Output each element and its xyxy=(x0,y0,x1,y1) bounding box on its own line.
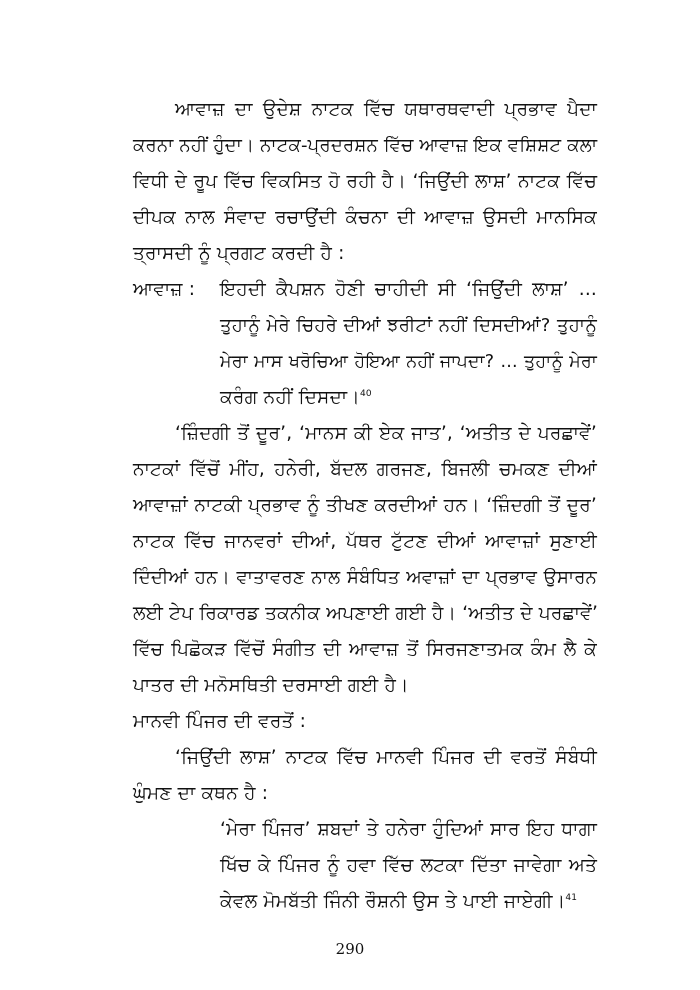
para1-line-2: ਕਰਨਾ ਨਹੀਂ ਹੁੰਦਾ। ਨਾਟਕ-ਪ੍ਰਦਰਸ਼ਨ ਵਿੱਚ ਆਵਾਜ਼ ਇਕ ਵਸ਼ਿਸ਼ਟ ਕਲਾ xyxy=(133,135,598,156)
para2-line-6: ਲਈ ਟੇਪ ਰਿਕਾਰਡ ਤਕਨੀਕ ਅਪਣਾਈ ਗਈ ਹੈ। ‘ਅਤੀਤ ਦੇ ਪਰਛਾਵੇਂ’ xyxy=(133,603,599,624)
para1-line-5: ਤ੍ਰਾਸਦੀ ਨੂੰ ਪ੍ਰਗਟ ਕਰਦੀ ਹੈ : xyxy=(133,243,345,264)
para2-line-5: ਦਿੰਦੀਆਂ ਹਨ। ਵਾਤਾਵਰਣ ਨਾਲ ਸੰਬੰਧਿਤ ਅਵਾਜ਼ਾਂ ਦਾ ਪ੍ਰਭਾਵ ਉਸਾਰਨ xyxy=(133,567,597,588)
para1-line-4: ਦੀਪਕ ਨਾਲ ਸੰਵਾਦ ਰਚਾਉਂਦੀ ਕੰਚਨਾ ਦੀ ਆਵਾਜ਼ ਉਸਦੀ ਮਾਨਸਿਕ xyxy=(133,207,597,228)
quote1-line-3: ਮੇਰਾ ਮਾਸ ਖਰੋਚਿਆ ਹੋਇਆ ਨਹੀਂ ਜਾਪਦਾ? ... ਤੁਹਾਨੂੰ ਮੇਰਾ xyxy=(220,352,597,372)
quote1-line-4 xyxy=(220,385,372,411)
para1-line-1: ਆਵਾਜ਼ ਦਾ ਉਦੇਸ਼ ਨਾਟਕ ਵਿੱਚ ਯਥਾਰਥਵਾਦੀ ਪ੍ਰਭਾਵ ਪੈਦਾ xyxy=(175,99,597,120)
para3-line-1: ‘ਜਿਉਂਦੀ ਲਾਸ਼’ ਨਾਟਕ ਵਿੱਚ ਮਾਨਵੀ ਪਿੰਜਰ ਦੀ ਵਰਤੋਂ ਸੰਬੰਧੀ xyxy=(175,747,597,768)
quote2-line-3 xyxy=(220,889,577,915)
para2-line-8: ਪਾਤਰ ਦੀ ਮਨੋਸਥਿਤੀ ਦਰਸਾਈ ਗਈ ਹੈ। xyxy=(133,675,409,696)
section-heading: ਮਾਨਵੀ ਪਿੰਜਰ ਦੀ ਵਰਤੋਂ : xyxy=(133,711,307,732)
footnote-ref-40: 40 xyxy=(359,388,372,399)
para2-line-1: ‘ਜ਼ਿੰਦਗੀ ਤੋਂ ਦੂਰ’, ‘ਮਾਨਸ ਕੀ ਏਕ ਜਾਤ’, ‘ਅਤੀਤ ਦੇ ਪਰਛਾਵੇਂ’ xyxy=(175,423,597,444)
para2-line-2: ਨਾਟਕਾਂ ਵਿੱਚੋਂ ਮੀਂਹ, ਹਨੇਰੀ, ਬੱਦਲ ਗਰਜਣ, ਬਿਜਲੀ ਚਮਕਣ ਦੀਆਂ xyxy=(133,459,597,480)
page-number: 290 xyxy=(335,940,365,958)
para1-line-3: ਵਿਧੀ ਦੇ ਰੂਪ ਵਿੱਚ ਵਿਕਸਿਤ ਹੋ ਰਹੀ ਹੈ। ‘ਜਿਉਂਦੀ ਲਾਸ਼’ ਨਾਟਕ ਵਿੱਚ xyxy=(133,171,597,192)
para2-line-4: ਨਾਟਕ ਵਿੱਚ ਜਾਨਵਰਾਂ ਦੀਆਂ, ਪੱਥਰ ਟੁੱਟਣ ਦੀਆਂ ਆਵਾਜ਼ਾਂ ਸੁਣਾਈ xyxy=(133,531,597,552)
quote2-line-3-text: ਕੇਵਲ ਮੋਮਬੱਤੀ ਜਿੰਨੀ ਰੌਸ਼ਨੀ ਉਸ ਤੇ ਪਾਈ ਜਾਏਗੀ। xyxy=(220,891,566,912)
quote1-speaker: ਆਵਾਜ਼ : xyxy=(133,279,196,300)
quote2-line-2: ਖਿੱਚ ਕੇ ਪਿੰਜਰ ਨੂੰ ਹਵਾ ਵਿੱਚ ਲਟਕਾ ਦਿੱਤਾ ਜਾਵੇਗਾ ਅਤੇ xyxy=(220,855,597,876)
quote1-line-2: ਤੁਹਾਨੂੰ ਮੇਰੇ ਚਿਹਰੇ ਦੀਆਂ ਝਰੀਟਾਂ ਨਹੀਂ ਦਿਸਦੀਆਂ? ਤੁਹਾਨੂੰ xyxy=(220,315,597,336)
para2-line-7: ਵਿੱਚ ਪਿਛੋਕੜ ਵਿੱਚੋਂ ਸੰਗੀਤ ਦੀ ਆਵਾਜ਼ ਤੋਂ ਸਿਰਜਣਾਤਮਕ ਕੰਮ ਲੈ ਕੇ xyxy=(133,639,597,660)
quote1-line-1: ਇਹਦੀ ਕੈਪਸ਼ਨ ਹੋਣੀ ਚਾਹੀਦੀ ਸੀ ‘ਜਿਉਂਦੀ ਲਾਸ਼’ ... xyxy=(220,279,597,300)
footnote-ref-41: 41 xyxy=(565,892,578,903)
quote1-line-4-text: ਕਰੰਗ ਨਹੀਂ ਦਿਸਦਾ। xyxy=(220,387,360,408)
para2-line-3: ਆਵਾਜ਼ਾਂ ਨਾਟਕੀ ਪ੍ਰਭਾਵ ਨੂੰ ਤੀਖਣ ਕਰਦੀਆਂ ਹਨ। ‘ਜ਼ਿੰਦਗੀ ਤੋਂ ਦੂਰ’ xyxy=(133,495,597,516)
quote2-line-1: ‘ਮੇਰਾ ਪਿੰਜਰ’ ਸ਼ਬਦਾਂ ਤੇ ਹਨੇਰਾ ਹੁੰਦਿਆਂ ਸਾਰ ਇਹ ਧਾਗਾ xyxy=(220,819,597,840)
para3-line-2: ਘੁੰਮਣ ਦਾ ਕਥਨ ਹੈ : xyxy=(133,783,269,804)
